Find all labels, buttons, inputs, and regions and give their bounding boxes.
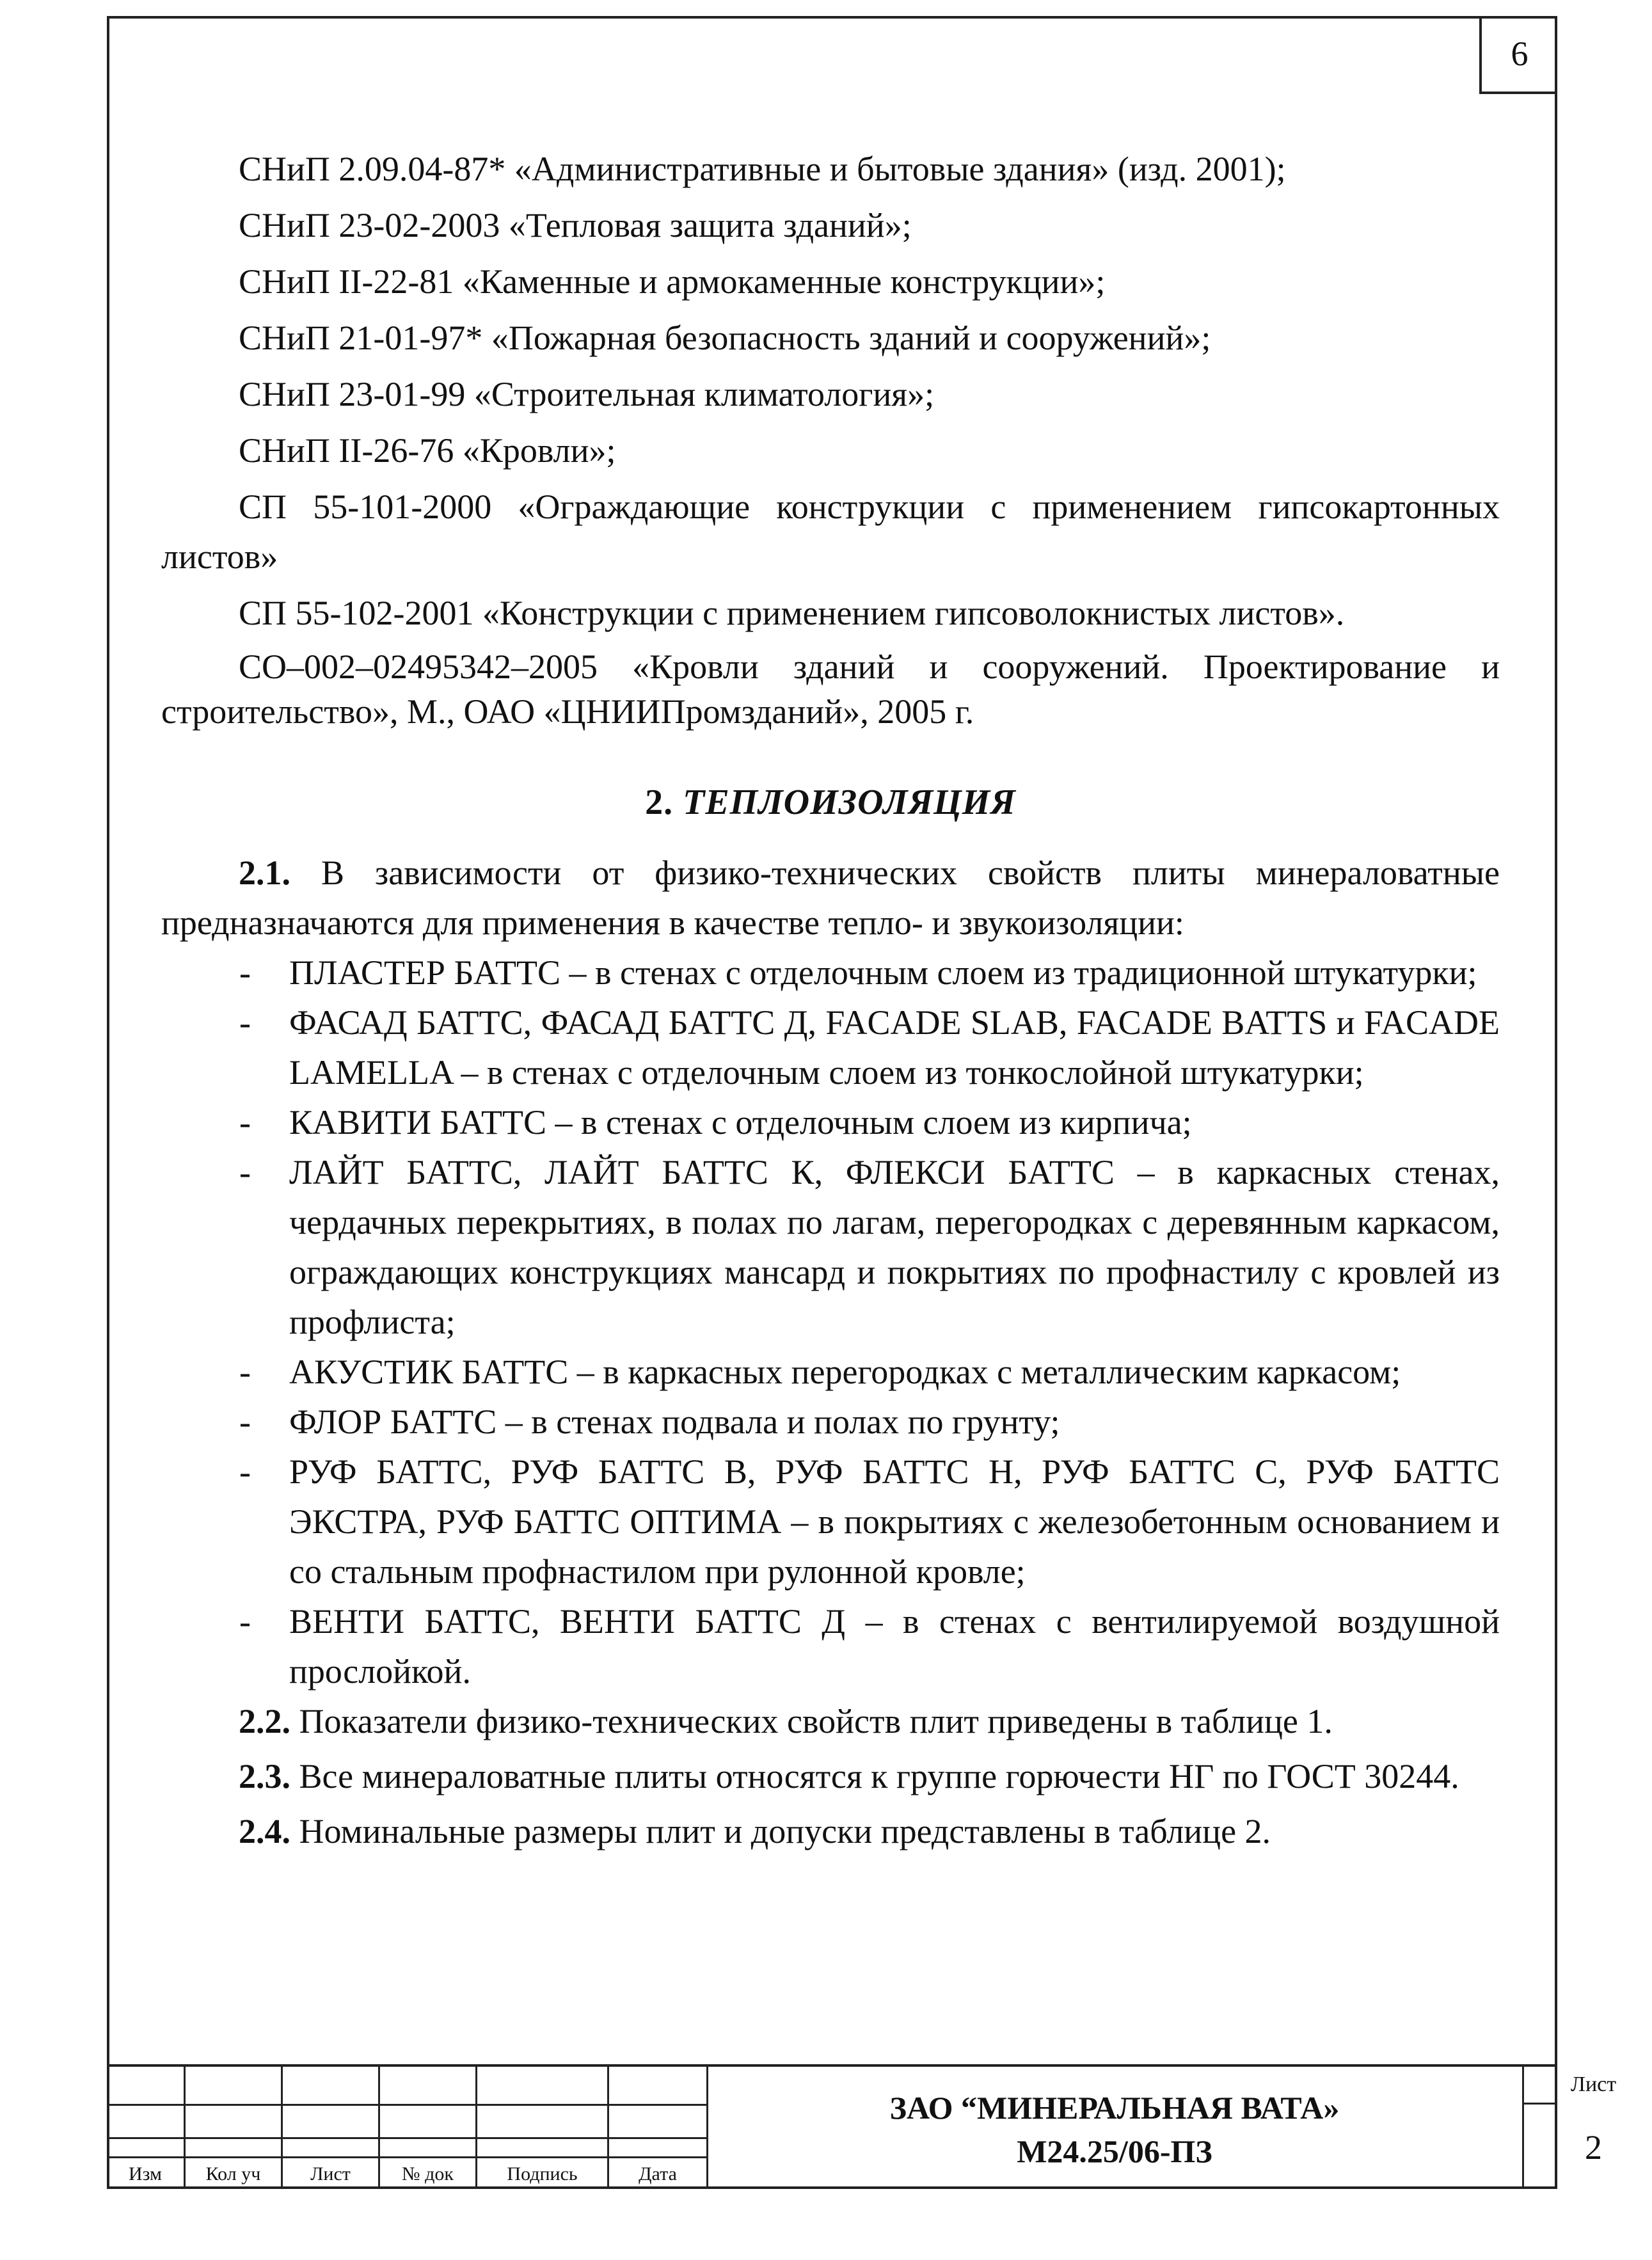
paragraph-number: 2.2.: [239, 1702, 290, 1740]
paragraph-number: 2.1.: [239, 854, 290, 892]
list-item: - ПЛАСТЕР БАТТС – в стенах с отделочным слоем из традиционной штукатурки;: [161, 948, 1500, 998]
reference-9: СО–002–02495342–2005 «Кровли зданий и сооружений. Проектирование и строительство», М., ОАО «ЦНИИПромзданий», 2005 г.: [161, 648, 1500, 731]
header-date: Дата: [639, 2163, 677, 2184]
paragraph-text: Все минераловатные плиты относятся к группе горючести НГ по ГОСТ 30244.: [299, 1757, 1459, 1795]
grid-line: [107, 2137, 706, 2139]
reference-8: СП 55-102-2001 «Конструкции с применением гипсоволокнистых листов».: [239, 594, 1345, 632]
paragraph-2-2: [161, 1696, 1500, 1746]
paragraph-number: 2.3.: [239, 1757, 290, 1795]
paragraph-number: 2.4.: [239, 1812, 290, 1850]
reference-5: СНиП 23-01-99 «Строительная климатология»;: [239, 375, 935, 413]
reference-7: СП 55-101-2000 «Ограждающие конструкции с применением гипсокартонных листов»: [161, 488, 1500, 576]
material-list: [161, 948, 1500, 1696]
list-item: - ФАСАД БАТТС, ФАСАД БАТТС Д, FACADE SLAB, FACADE BATTS и FACADE LAMELLA – в стенах с отделочным слоем из тонкослойной штукатурки;: [161, 998, 1500, 1097]
reference-1: СНиП 2.09.04-87* «Административные и бытовые здания» (изд. 2001);: [239, 150, 1286, 188]
document-body: [161, 144, 1500, 1856]
list-item: - АКУСТИК БАТТС – в каркасных перегородках с металлическим каркасом;: [161, 1347, 1500, 1397]
paragraph-text: В зависимости от физико-технических свойств плиты минераловатные предназначаются для применения в качестве тепло- и звукоизоляции:: [161, 854, 1500, 942]
section-number: 2.: [645, 783, 674, 822]
sheet-label: Лист: [1570, 2073, 1617, 2096]
reference-6: СНиП II-26-76 «Кровли»;: [239, 431, 616, 470]
sheet-number: 2: [1585, 2128, 1602, 2167]
company-name: ЗАО “МИНЕРАЛЬНАЯ ВАТА»: [889, 2090, 1340, 2126]
header-count: Кол уч: [205, 2163, 261, 2184]
section-title: ТЕПЛОИЗОЛЯЦИЯ: [683, 783, 1016, 822]
title-block: [107, 2064, 1617, 2189]
paragraph-text: Показатели физико-технических свойств плит приведены в таблице 1.: [299, 1702, 1333, 1740]
list-item: - ВЕНТИ БАТТС, ВЕНТИ БАТТС Д – в стенах с вентилируемой воздушной прослойкой.: [161, 1596, 1500, 1696]
header-signature: Подпись: [507, 2163, 578, 2184]
paragraph-2-3: [161, 1751, 1500, 1801]
paragraph-2-4: [161, 1806, 1500, 1856]
organization-name: [708, 2086, 1521, 2173]
grid-line: [107, 2104, 706, 2106]
header-doc-no: № док: [402, 2163, 454, 2184]
document-code: М24.25/06-ПЗ: [1017, 2133, 1212, 2169]
header-sheet: Лист: [310, 2163, 351, 2184]
list-item: - РУФ БАТТС, РУФ БАТТС В, РУФ БАТТС Н, РУФ БАТТС С, РУФ БАТТС ЭКСТРА, РУФ БАТТС ОПТИМА – в покрытиях с железобетонным основанием и со стальным профнастилом при рулонной кровле;: [161, 1447, 1500, 1596]
grid-line: [1522, 2103, 1557, 2105]
reference-3: СНиП II-22-81 «Каменные и армокаменные конструкции»;: [239, 262, 1106, 301]
page-number: 6: [1479, 16, 1557, 94]
section-heading: [161, 777, 1500, 827]
list-item: - КАВИТИ БАТТС – в стенах с отделочным слоем из кирпича;: [161, 1097, 1500, 1147]
reference-4: СНиП 21-01-97* «Пожарная безопасность зданий и сооружений»;: [239, 319, 1211, 357]
header-change: Изм: [128, 2163, 163, 2184]
reference-2: СНиП 23-02-2003 «Тепловая защита зданий»;: [239, 206, 912, 244]
list-item: - ФЛОР БАТТС – в стенах подвала и полах по грунту;: [161, 1397, 1500, 1447]
paragraph-text: Номинальные размеры плит и допуски представлены в таблице 2.: [299, 1812, 1271, 1850]
paragraph-2-1: [161, 848, 1500, 948]
list-item: - ЛАЙТ БАТТС, ЛАЙТ БАТТС К, ФЛЕКСИ БАТТС – в каркасных стенах, чердачных перекрытиях, в полах по лагам, перегородках с деревянным каркасом, ограждающих конструкциях мансард и покрытиях по профнастилу с кровлей из профлиста;: [161, 1147, 1500, 1347]
